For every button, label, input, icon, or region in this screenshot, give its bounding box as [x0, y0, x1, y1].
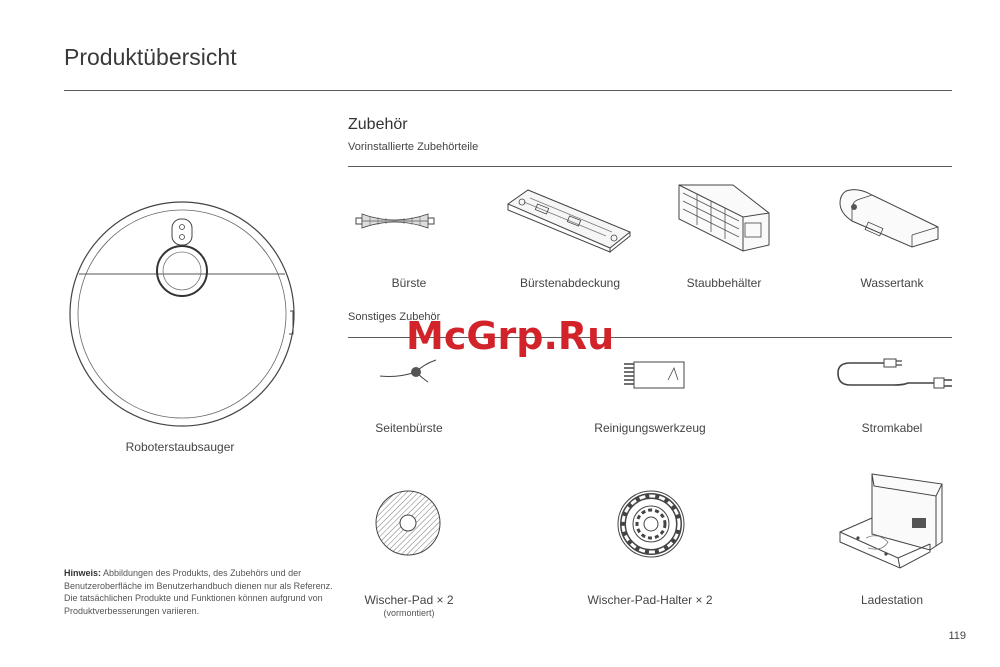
other-label-cleaning-tool: Reinigungswerkzeug	[594, 421, 706, 435]
note	[64, 567, 339, 617]
robot-vacuum-icon	[67, 199, 297, 429]
note-lead: Hinweis:	[64, 568, 102, 578]
other-label-power-cable: Stromkabel	[861, 421, 923, 435]
brush-cover-icon	[506, 188, 632, 252]
accessories-heading: Zubehör	[348, 116, 408, 133]
preinstalled-label-brush: Bürste	[391, 276, 427, 290]
robot-label: Roboterstaubsauger	[125, 440, 235, 454]
page-number: 119	[948, 630, 966, 642]
other-heading: Sonstiges Zubehör	[348, 311, 441, 323]
charging-dock-icon	[838, 472, 948, 570]
cleaning-tool-icon	[624, 360, 688, 390]
side-brush-icon	[378, 358, 440, 384]
mop-pad-icon	[375, 490, 441, 556]
water-tank-icon	[838, 187, 942, 249]
dustbin-icon	[673, 183, 773, 253]
preinstalled-label-water-tank: Wassertank	[860, 276, 924, 290]
power-cable-icon	[836, 357, 954, 391]
preinstalled-label-brush-cover: Bürstenabdeckung	[519, 276, 621, 290]
other-label-mop-pad-holder: Wischer-Pad-Halter × 2	[587, 593, 713, 607]
mop-pad-holder-icon	[617, 490, 685, 558]
watermark: McGrp.Ru	[406, 314, 615, 358]
other-label-mop-pad: Wischer-Pad × 2	[364, 593, 454, 607]
main-brush-icon	[356, 208, 434, 234]
other-label-charging-dock: Ladestation	[860, 593, 924, 607]
other-label-side-brush: Seitenbürste	[375, 421, 443, 435]
preinstalled-label-dustbin: Staubbehälter	[686, 276, 762, 290]
preinstalled-heading: Vorinstallierte Zubehörteile	[348, 141, 479, 153]
other-sublabel-mop-pad: (vormontiert)	[383, 608, 435, 618]
preinstalled-divider	[348, 166, 952, 167]
note-text: Abbildungen des Produkts, des Zubehörs und der Benutzeroberfläche im Benutzerhandbuch dienen nur als Referenz. Die tatsächlichen Produkte und Funktionen können aufgrund von Produktverbesserungen variieren.	[64, 568, 333, 616]
title-divider	[64, 90, 952, 91]
page-title: Produktübersicht	[64, 44, 237, 70]
